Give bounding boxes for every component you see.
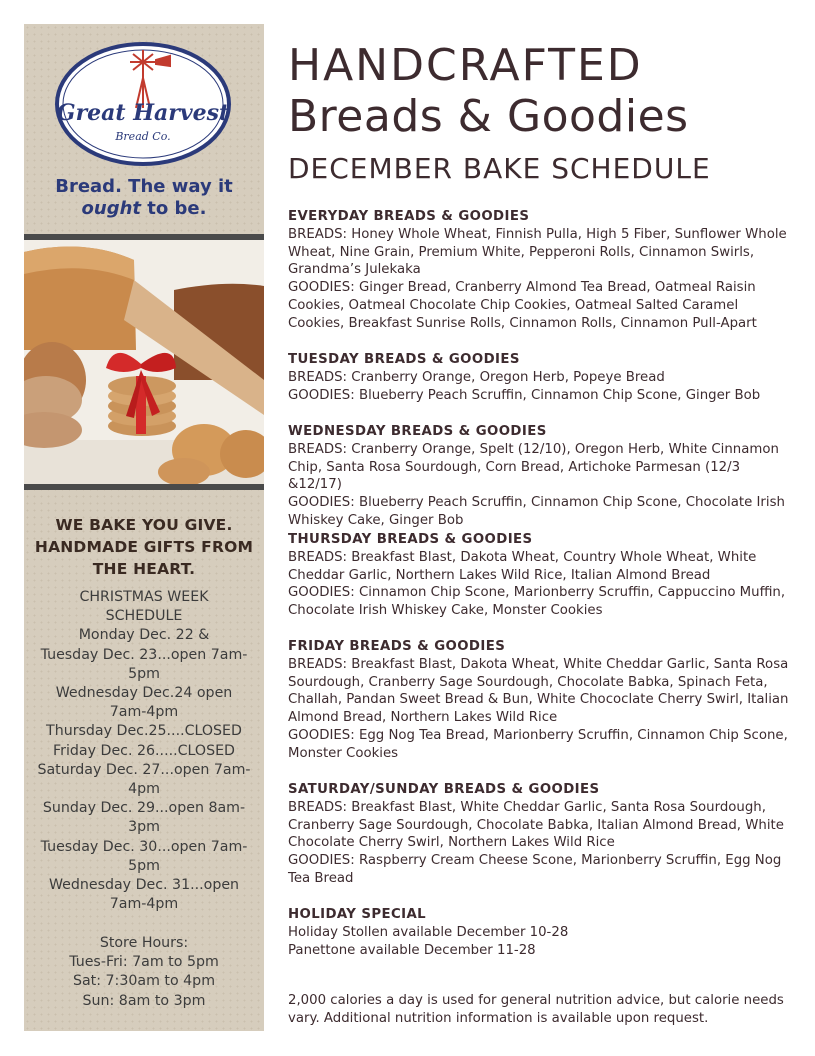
section-line: GOODIES: Blueberry Peach Scruffin, Cinnamon Chip Scone, Ginger Bob [288, 387, 761, 403]
promo-line2: HANDMADE GIFTS FROM [34, 538, 254, 556]
logo-text-main: Great Harvest [56, 100, 230, 126]
section-tuesday [288, 351, 798, 404]
hours-line: Tues-Fri: 7am to 5pm [69, 954, 219, 971]
schedule-line: Wednesday Dec.24 open 7am-4pm [55, 685, 233, 721]
section-title: HOLIDAY SPECIAL [288, 907, 427, 922]
tagline-line1: Bread. The way it [55, 176, 233, 197]
section-line: BREADS: Breakfast Blast, White Cheddar Garlic, Santa Rosa Sourdough, Cranberry Sage Sourdough, Chocolate Babka, Italian Almond Bread, White Chocolate Cherry Swirl, Northern Lakes Wild Rice [288, 799, 784, 851]
section-title: THURSDAY BREADS & GOODIES [288, 532, 533, 547]
schedule-line: Tuesday Dec. 30...open 7am-5pm [40, 838, 248, 874]
nutrition-footnote: 2,000 calories a day is used for general nutrition advice, but calorie needs vary. Additional nutrition information is available upon request. [288, 993, 784, 1026]
section-wednesday [288, 423, 798, 530]
promo-line3: THE HEART. [92, 560, 196, 578]
section-line: BREADS: Cranberry Orange, Oregon Herb, Popeye Bread [288, 369, 665, 385]
divider-bar-bottom [24, 484, 264, 490]
hours-line: Store Hours: [99, 935, 189, 951]
section-thursday [288, 531, 798, 620]
section-title: TUESDAY BREADS & GOODIES [288, 352, 520, 367]
section-line: BREADS: Breakfast Blast, Dakota Wheat, White Cheddar Garlic, Santa Rosa Sourdough, Cranberry Sage Sourdough, Chocolate Babka, Spinach Feta, Challah, Pandan Sweet Bread & Bun, White Chococlate Cherry Swirl, Italian Almond Bread, Northern Lakes Wild Rice [288, 656, 789, 726]
section-friday [288, 638, 798, 763]
section-line: Panettone available December 11-28 [288, 942, 536, 958]
section-title: SATURDAY/SUNDAY BREADS & GOODIES [288, 782, 600, 797]
schedule-line: Sunday Dec. 29...open 8am-3pm [42, 800, 246, 836]
store-hours [24, 934, 264, 1011]
section-everyday [288, 208, 798, 333]
section-line: GOODIES: Raspberry Cream Cheese Scone, Marionberry Scruffin, Egg Nog Tea Bread [288, 853, 782, 886]
schedule-line: Wednesday Dec. 31...open 7am-4pm [48, 877, 240, 913]
tagline-emphasis: ought [81, 198, 142, 219]
section-line: GOODIES: Ginger Bread, Cranberry Almond Tea Bread, Oatmeal Raisin Cookies, Oatmeal Chocolate Chip Cookies, Oatmeal Salted Caramel Cookies, Breakfast Sunrise Rolls, Cinnamon Rolls, Cinnamon Pull-Apart [288, 280, 757, 331]
headline-breads-goodies: Breads & Goodies [288, 91, 689, 142]
section-line: BREADS: Cranberry Orange, Spelt (12/10), Oregon Herb, White Cinnamon Chip, Santa Rosa Sourdough, Corn Bread, Artichoke Parmesan (12/3 &12/17) [288, 441, 779, 493]
schedule-line: Monday Dec. 22 & [78, 627, 210, 644]
section-line: GOODIES: Cinnamon Chip Scone, Marionberry Scruffin, Cappuccino Muffin, Chocolate Irish Whiskey Cake, Monster Cookies [288, 585, 786, 619]
section-weekend [288, 781, 798, 888]
section-line: GOODIES: Blueberry Peach Scruffin, Cinnamon Chip Scone, Chocolate Irish Whiskey Cake, Ginger Bob [288, 495, 785, 528]
tagline-end: to be. [147, 198, 207, 219]
section-title: WEDNESDAY BREADS & GOODIES [288, 424, 547, 439]
section-line: BREADS: Honey Whole Wheat, Finnish Pulla, High 5 Fiber, Sunflower Whole Wheat, Nine Grain, Premium White, Pepperoni Rolls, Cinnamon Swirls, Grandma’s Julekaka [288, 226, 787, 278]
subheadline-bake-schedule: DECEMBER BAKE SCHEDULE [288, 152, 711, 185]
great-harvest-logo [54, 38, 232, 166]
section-line: GOODIES: Egg Nog Tea Bread, Marionberry Scruffin, Cinnamon Chip Scone, Monster Cookies [288, 727, 788, 761]
hours-line: Sat: 7:30am to 4pm [72, 973, 216, 990]
schedule-line: Friday Dec. 26.....CLOSED [53, 742, 235, 759]
schedule-line: Thursday Dec.25....CLOSED [46, 723, 242, 740]
logo-text-sub: Bread Co. [115, 130, 171, 143]
bread-photo [24, 240, 264, 484]
section-holiday-special [288, 906, 798, 959]
headline-handcrafted: HANDCRAFTED [288, 40, 643, 91]
christmas-schedule [30, 588, 258, 914]
hours-line: Sun: 8am to 3pm [82, 992, 206, 1009]
promo-line1: WE BAKE YOU GIVE. [55, 516, 233, 534]
section-title: EVERYDAY BREADS & GOODIES [288, 209, 530, 224]
schedule-line: Saturday Dec. 27...open 7am-4pm [37, 761, 251, 798]
schedule-line: Tuesday Dec. 23...open 7am-5pm [40, 646, 248, 682]
section-title: FRIDAY BREADS & GOODIES [288, 639, 506, 654]
schedule-line: CHRISTMAS WEEK SCHEDULE [79, 589, 209, 625]
section-line: BREADS: Breakfast Blast, Dakota Wheat, Country Whole Wheat, White Cheddar Garlic, Northern Lakes Wild Rice, Italian Almond Bread [288, 549, 757, 583]
sidebar [24, 24, 264, 1031]
gift-promo [24, 514, 264, 580]
tagline-line2 [24, 198, 264, 220]
section-line: Holiday Stollen available December 10-28 [288, 924, 569, 940]
brand-tagline [24, 176, 264, 220]
